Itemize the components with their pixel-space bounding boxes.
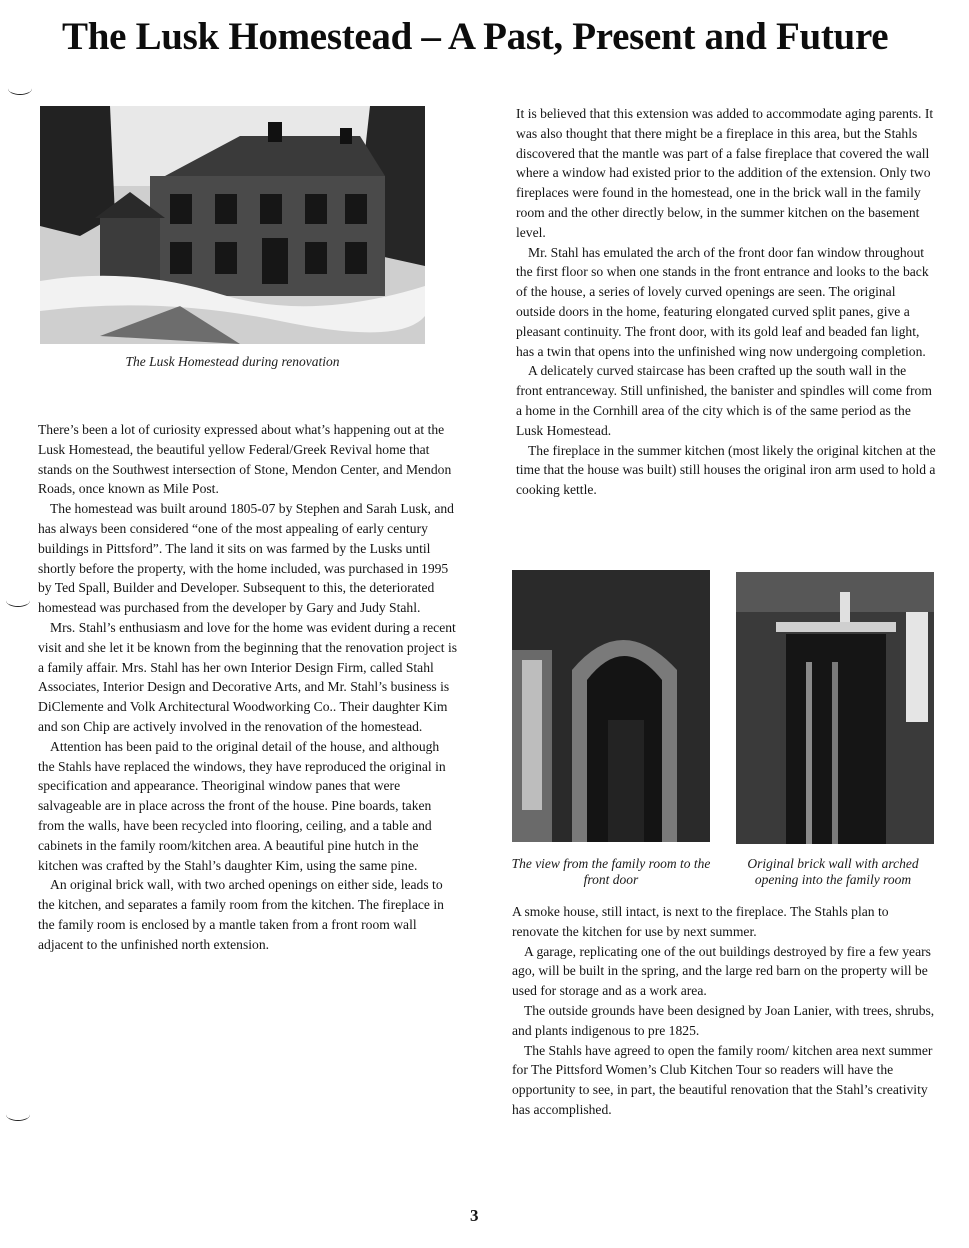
paragraph: A garage, replicating one of the out buildings destroyed by fire a few years ago, will be built in the spring, and the large red barn on the property will be used for storage and as a work area.	[512, 943, 931, 999]
paragraph: Mrs. Stahl’s enthusiasm and love for the home was evident during a recent visit and she let it be known from the beginning that the renovation project is a family affair. Mrs. Stahl has her own Interior Design Firm, called Stahl Associates, Interior Design and Decorative Arts, and Mr. Stahl’s business is DiClemente and Volk Architectural Woodworking Co.. Their daughter Kim and son Chip are actively involved in the renovation of the homestead.	[38, 619, 458, 734]
paragraph: The fireplace in the summer kitchen (most likely the original kitchen at the time that the house was built) still houses the original iron arm used to hold a cooking kettle.	[516, 442, 936, 498]
paragraph: An original brick wall, with two arched openings on either side, leads to the kitchen, and separates a family room from the kitchen. The fireplace in the family room is enclosed by a mantle taken from a front room wall adjacent to the unfinished north extension.	[38, 877, 444, 952]
main-photo-caption: The Lusk Homestead during renovation	[125, 354, 340, 369]
paragraph: There’s been a lot of curiosity expressed about what’s happening out at the Lusk Homestead, the beautiful yellow Federal/Greek Revival home that stands on the Southwest intersection of Stone, Mendon Center, and Mendon Roads, once known as Mile Post.	[38, 422, 452, 497]
paragraph: A smoke house, still intact, is next to the fireplace. The Stahls plan to renovate the kitchen for use by next summer.	[512, 904, 889, 939]
front-door-photo	[512, 570, 710, 842]
article-title: The Lusk Homestead – A Past, Present and Future	[62, 15, 889, 58]
paragraph: A delicately curved staircase has been crafted up the south wall in the front entranceway. Still unfinished, the banister and spindles will come from a home in the Cornhill area of the city which is of the same period as the Lusk Homestead.	[516, 363, 932, 438]
right-column-bottom	[512, 902, 936, 1120]
front-door-caption: The view from the family room to the front door	[511, 856, 711, 887]
margin-mark	[8, 82, 32, 95]
brick-wall-caption: Original brick wall with arched opening into the family room	[747, 856, 919, 887]
margin-mark	[6, 594, 30, 607]
page-number: 3	[470, 1206, 479, 1225]
margin-mark	[6, 1108, 30, 1121]
left-column	[38, 420, 458, 955]
paragraph: It is believed that this extension was added to accommodate aging parents. It was also thought that there might be a fireplace in this area, but the Stahls discovered that the mantle was part of a false fireplace that covered the wall where a window had existed prior to the addition of the extension. Only two fireplaces were found in the homestead, one in the brick wall in the family room and the other directly below, in the summer kitchen on the basement level.	[516, 106, 934, 240]
brick-wall-photo	[736, 572, 934, 844]
paragraph: Mr. Stahl has emulated the arch of the front door fan window throughout the first floor so when one stands in the front entrance and looks to the back of the house, a series of lovely curved openings are seen. The original outside doors in the home, featuring elongated curved split panes, give a pleasant continuity. The front door, with its gold leaf and beaded fan light, has a twin that opens into the unfinished wing now undergoing completion.	[516, 244, 929, 359]
paragraph: Attention has been paid to the original detail of the house, and although the Stahls have replaced the windows, they have reproduced the original in specification and appearance. Theoriginal window panes that were salvageable are in place across the front of the house. Pine boards, taken from the walls, have been recycled into flooring, ceiling, and a table and cabinets in the family room/kitchen area. A beautiful pine hutch in the kitchen was crafted by the Stahl’s daughter Kim, using the same pine.	[38, 738, 446, 873]
paragraph: The outside grounds have been designed by Joan Lanier, with trees, shrubs, and plants indigenous to pre 1825.	[512, 1002, 935, 1038]
paragraph: The Stahls have agreed to open the family room/ kitchen area next summer for The Pittsford Women’s Club Kitchen Tour so readers will have the opportunity to see, in part, the beautiful renovation that the Stahl’s creativity has accomplished.	[512, 1042, 933, 1117]
right-column-top	[516, 104, 936, 500]
paragraph: The homestead was built around 1805-07 by Stephen and Sarah Lusk, and has always been considered “one of the most appealing of early century buildings in Pittsford”. The land it sits on was farmed by the Lusks until shortly before the property, with the home included, was purchased in 1995 by Ted Spall, Builder and Developer. Subsequent to this, the deteriorated homestead was purchased from the developer by Gary and Judy Stahl.	[38, 501, 454, 616]
homestead-photo	[40, 106, 425, 344]
